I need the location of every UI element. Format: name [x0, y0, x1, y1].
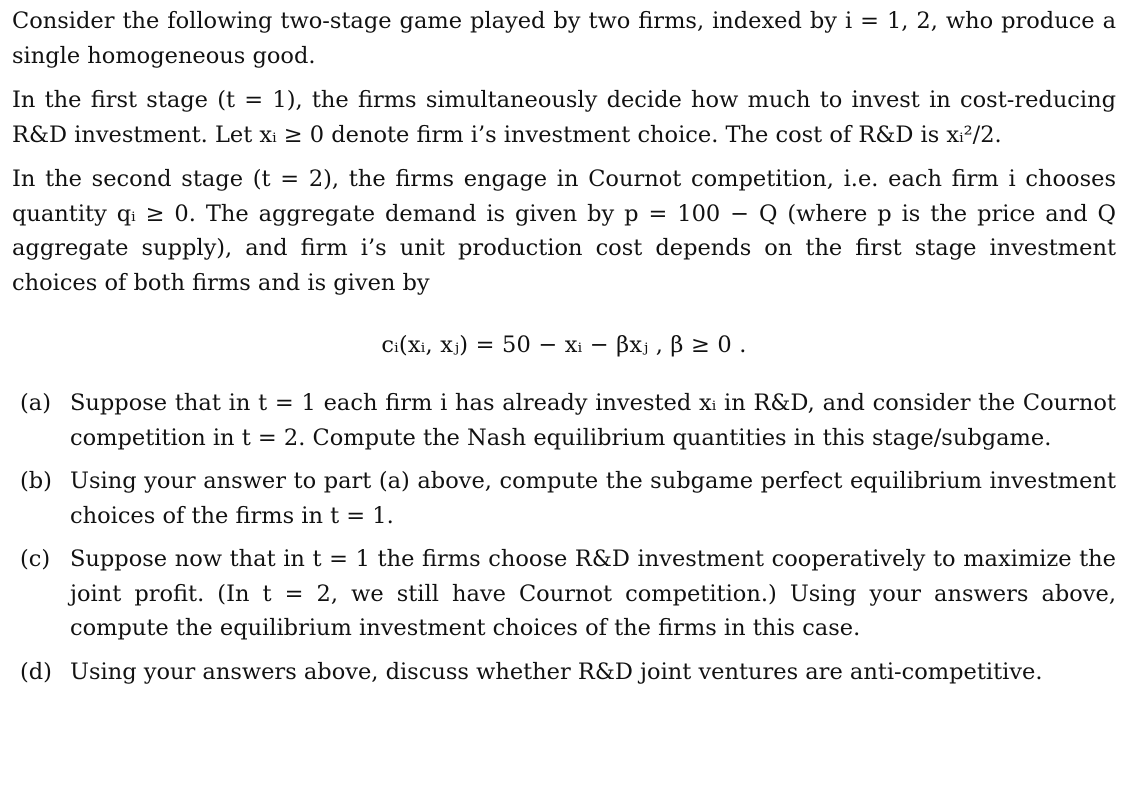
part-label: (c): [20, 546, 51, 572]
part-label: (a): [20, 390, 51, 416]
question-part-b: [12, 464, 1116, 533]
intro-paragraph-2: In the first stage (t = 1), the firms simultaneously decide how much to invest in cost-reducing R&D investment. Let xᵢ ≥ 0 denote firm i’s investment choice. The cost of R&D is xᵢ²/2.: [12, 87, 1116, 148]
intro-paragraph-1: Consider the following two-stage game played by two firms, indexed by i = 1, 2, who produce a single homogeneous good.: [12, 8, 1116, 69]
part-label: (b): [20, 468, 52, 494]
question-part-a: [12, 386, 1116, 455]
part-text: Using your answers above, discuss whether R&D joint ventures are anti-competitive.: [70, 658, 1043, 685]
part-text: Suppose now that in t = 1 the firms choose R&D investment cooperatively to maximize the joint profit. (In t = 2, we still have Cournot competition.) Using your answers above, compute the equilibrium investment choices of the firms in this case.: [70, 546, 1116, 641]
question-part-d: [12, 655, 1116, 690]
cost-equation: cᵢ(xᵢ, xⱼ) = 50 − xᵢ − βxⱼ , β ≥ 0 .: [381, 332, 747, 358]
question-parts-list: [12, 386, 1116, 689]
part-text: Using your answer to part (a) above, compute the subgame perfect equilibrium investment choices of the firms in t = 1.: [70, 468, 1116, 529]
intro-paragraph-3: In the second stage (t = 2), the firms engage in Cournot competition, i.e. each firm i chooses quantity qᵢ ≥ 0. The aggregate demand is given by p = 100 − Q (where p is the price and Q aggregate supply), and firm i’s unit production cost depends on the first stage investment choices of both firms and is given by: [12, 166, 1116, 296]
part-label: (d): [20, 658, 52, 685]
part-text: Suppose that in t = 1 each firm i has already invested xᵢ in R&D, and consider the Cournot competition in t = 2. Compute the Nash equilibrium quantities in this stage/subgame.: [70, 390, 1116, 451]
question-part-c: [12, 542, 1116, 646]
